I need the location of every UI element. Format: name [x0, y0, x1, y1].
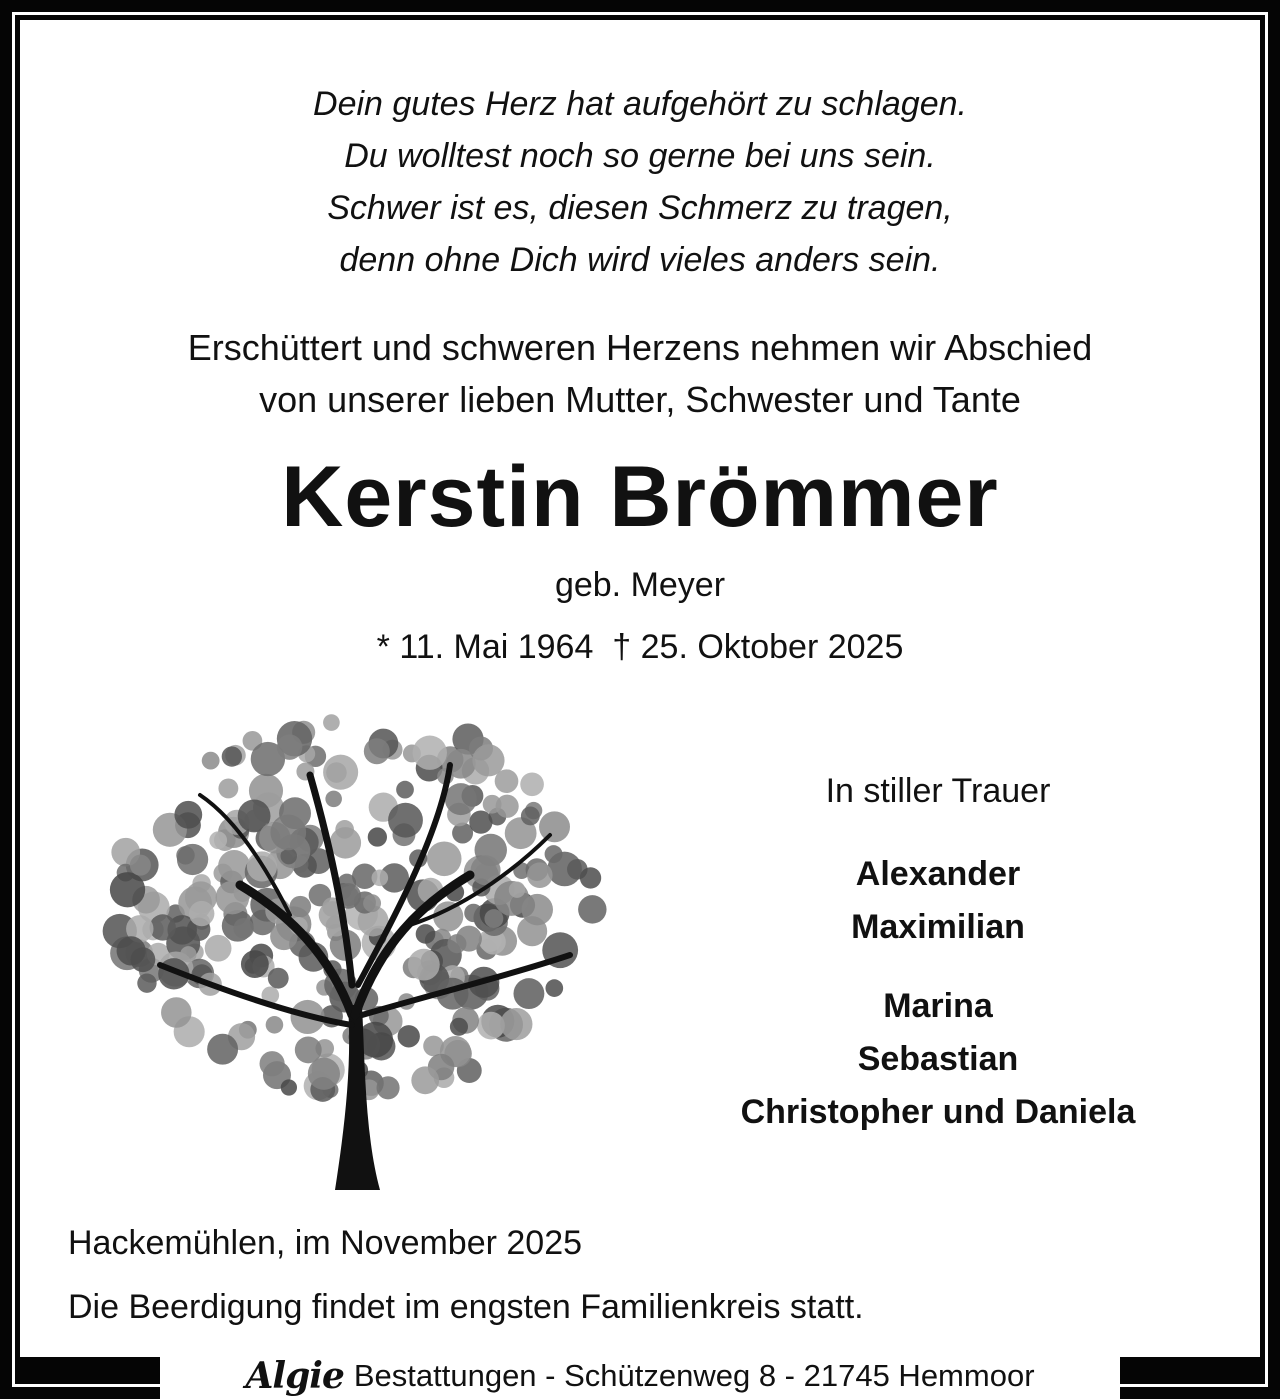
leaf — [325, 791, 342, 808]
leaf — [260, 1051, 285, 1076]
leaf — [520, 772, 544, 796]
leaf — [500, 1008, 532, 1040]
leaf — [509, 882, 525, 898]
leaf — [323, 755, 358, 790]
mourner: Marina — [883, 987, 993, 1025]
leaf — [233, 918, 254, 939]
place-date: Hackemühlen, im November 2025 — [68, 1224, 583, 1262]
leaf — [376, 1076, 399, 1099]
funeral-home-logo: Algie — [245, 1354, 344, 1397]
leaf — [539, 811, 570, 842]
leaf — [398, 1025, 420, 1047]
mourner: Alexander — [855, 855, 1021, 893]
leaf — [218, 778, 238, 798]
leaf — [521, 807, 540, 826]
leaf — [222, 746, 242, 766]
intro-line: Erschüttert und schweren Herzens nehmen wir Abschied — [187, 327, 1093, 368]
leaf — [209, 831, 227, 849]
mourning-label: In stiller Trauer — [825, 772, 1051, 810]
leaf — [416, 924, 436, 944]
leaf — [363, 894, 381, 912]
leaf — [580, 867, 601, 888]
mourner: Sebastian — [857, 1040, 1019, 1078]
tree-illustration — [90, 685, 630, 1195]
leaf — [323, 714, 340, 731]
leaf — [180, 946, 196, 962]
leaf — [268, 968, 289, 989]
leaf — [484, 909, 503, 928]
leaf — [545, 979, 563, 997]
leaf — [447, 934, 466, 953]
leaf — [408, 949, 440, 981]
leaf — [130, 855, 151, 876]
intro-line: von unserer lieben Mutter, Schwester und Tante — [259, 379, 1021, 420]
leaf — [202, 752, 220, 770]
leaf — [270, 815, 306, 851]
leaf — [372, 870, 389, 887]
verse — [0, 78, 1280, 286]
burial-note: Die Beerdigung findet im engsten Familienkreis statt. — [68, 1288, 864, 1326]
leaf — [364, 738, 390, 764]
leaf — [413, 736, 447, 770]
leaf — [266, 1016, 284, 1034]
leaf — [218, 850, 250, 882]
leaf — [578, 895, 606, 923]
mourner: Maximilian — [851, 908, 1025, 946]
intro — [0, 322, 1280, 426]
mourners-group-1 — [700, 848, 1176, 954]
leaf — [445, 783, 477, 815]
funeral-home-footer — [160, 1352, 1120, 1399]
funeral-home-address: Bestattungen - Schützenweg 8 - 21745 Hemmoor — [353, 1357, 1035, 1393]
leaf — [388, 803, 423, 838]
leaf — [241, 950, 269, 978]
leaf — [137, 973, 156, 992]
leaf — [308, 1058, 340, 1090]
life-dates: * 11. Mai 1964 † 25. Oktober 2025 — [376, 628, 904, 666]
leaf — [427, 841, 462, 876]
leaf — [277, 734, 302, 759]
verse-line: denn ohne Dich wird vieles anders sein. — [339, 241, 941, 279]
leaf — [472, 744, 504, 776]
deceased-name: Kerstin Brömmer — [281, 449, 999, 545]
leaf — [150, 914, 176, 940]
leaf — [207, 1034, 238, 1065]
maiden-name: geb. Meyer — [554, 566, 726, 604]
leaf — [205, 935, 232, 962]
leaf — [545, 845, 563, 863]
leaf — [330, 827, 361, 858]
verse-line: Schwer ist es, diesen Schmerz zu tragen, — [327, 189, 953, 227]
leaf — [110, 872, 145, 907]
leaf — [177, 844, 208, 875]
leaf — [469, 811, 492, 834]
leaf — [189, 901, 214, 926]
mourner: Christopher und Daniela — [740, 1093, 1136, 1131]
leaf — [513, 978, 544, 1009]
leaf — [281, 1079, 297, 1095]
leaf — [411, 1066, 439, 1094]
mourners-group-2 — [700, 980, 1176, 1139]
verse-line: Du wolltest noch so gerne bei uns sein. — [344, 137, 936, 175]
leaf — [368, 827, 387, 846]
leaf — [450, 1018, 468, 1036]
leaf — [483, 795, 502, 814]
leaf — [527, 862, 553, 888]
leaf — [174, 801, 202, 829]
leaf — [117, 936, 146, 965]
leaf — [161, 997, 192, 1028]
leaf — [396, 781, 414, 799]
verse-line: Dein gutes Herz hat aufgehört zu schlagen. — [313, 85, 967, 123]
